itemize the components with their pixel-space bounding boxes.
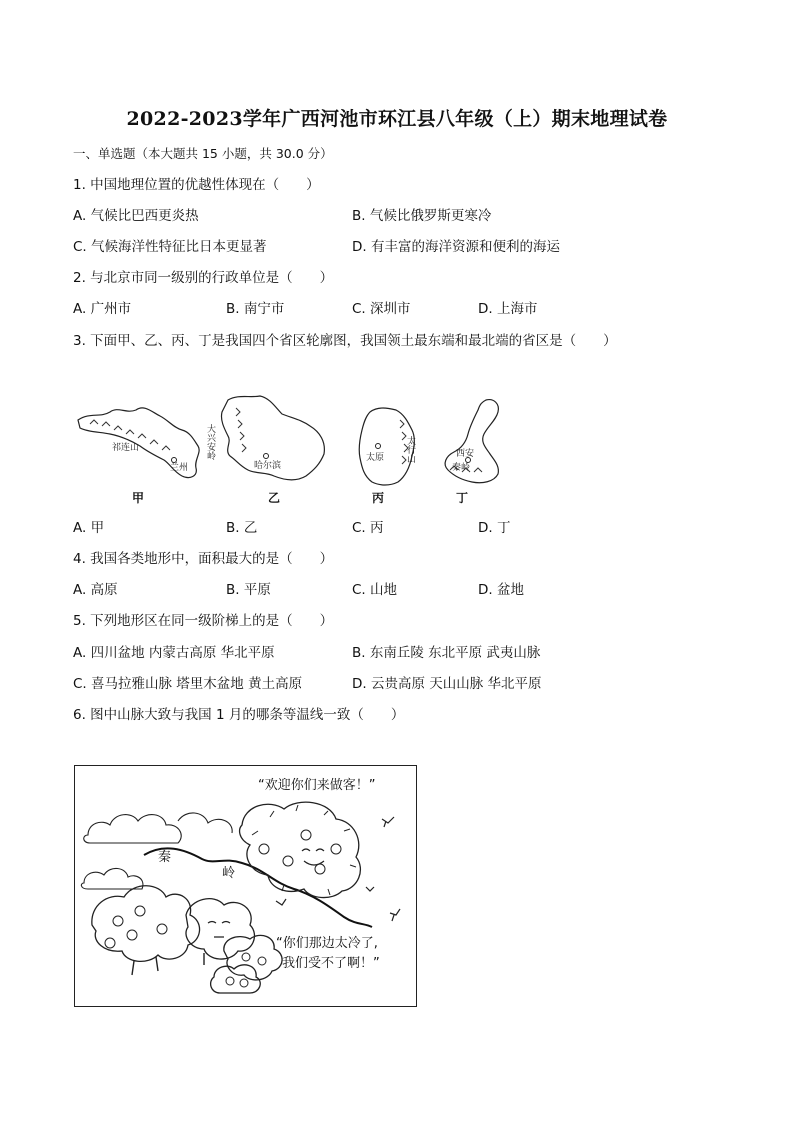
question-4-option-b[interactable]: B. 平原: [226, 582, 271, 598]
question-4-option-d[interactable]: D. 盆地: [478, 582, 524, 598]
question-2-option-b[interactable]: B. 南宁市: [226, 301, 285, 317]
question-1-option-d[interactable]: D. 有丰富的海洋资源和便利的海运: [352, 239, 560, 255]
ridge-label-ling: 岭: [222, 866, 236, 881]
question-1-option-c[interactable]: C. 气候海洋性特征比日本更显著: [73, 239, 267, 255]
question-1-stem: 1. 中国地理位置的优越性体现在（ ）: [73, 177, 320, 193]
question-3-stem: 3. 下面甲、乙、丙、丁是我国四个省区轮廓图，我国领土最东端和最北端的省区是（ ）: [73, 333, 617, 349]
question-3-option-a[interactable]: A. 甲: [73, 520, 105, 536]
province-label-ding: 丁: [456, 491, 469, 505]
question-5-option-b[interactable]: B. 东南丘陵 东北平原 武夷山脉: [352, 645, 541, 661]
qinling-cartoon-figure: [74, 765, 417, 1007]
question-5-option-a[interactable]: A. 四川盆地 内蒙古高原 华北平原: [73, 645, 275, 661]
section-heading: 一、单选题（本大题共 15 小题，共 30.0 分）: [73, 146, 333, 161]
province-label-yi: 乙: [268, 491, 281, 505]
question-4-stem: 4. 我国各类地形中，面积最大的是（ ）: [73, 551, 334, 567]
question-4-option-c[interactable]: C. 山地: [352, 582, 398, 598]
place-lanzhou: 兰州: [170, 463, 189, 473]
question-4-option-a[interactable]: A. 高原: [73, 582, 118, 598]
exam-title: 2022-2023学年广西河池市环江县八年级（上）期末地理试卷: [126, 108, 668, 130]
question-5-option-d[interactable]: D. 云贵高原 天山山脉 华北平原: [352, 676, 542, 692]
place-xian: 西安: [456, 449, 475, 459]
question-3-option-c[interactable]: C. 丙: [352, 520, 384, 536]
place-taiyuan: 太原: [366, 453, 385, 463]
question-3-option-b[interactable]: B. 乙: [226, 520, 258, 536]
province-outline-figure: [70, 390, 510, 510]
question-2-stem: 2. 与北京市同一级别的行政单位是（ ）: [73, 270, 334, 286]
place-qinling: 秦岭: [452, 463, 471, 473]
speech-north: “欢迎你们来做客！”: [258, 778, 376, 793]
question-5-stem: 5. 下列地形区在同一级阶梯上的是（ ）: [73, 613, 334, 629]
question-2-option-a[interactable]: A. 广州市: [73, 301, 132, 317]
place-haerbin: 哈尔滨: [254, 461, 282, 471]
question-1-option-a[interactable]: A. 气候比巴西更炎热: [73, 208, 199, 224]
question-1-option-b[interactable]: B. 气候比俄罗斯更寒冷: [352, 208, 492, 224]
province-label-bing: 丙: [372, 491, 385, 505]
province-label-jia: 甲: [132, 491, 145, 505]
question-5-option-c[interactable]: C. 喜马拉雅山脉 塔里木盆地 黄土高原: [73, 676, 303, 692]
question-2-option-d[interactable]: D. 上海市: [478, 301, 538, 317]
speech-south-line-2: 我们受不了啊！”: [282, 956, 380, 971]
place-daxinganling: 大兴安岭: [205, 424, 215, 460]
question-3-option-d[interactable]: D. 丁: [478, 520, 511, 536]
speech-south-line-1: “你们那边太冷了,: [276, 936, 378, 951]
ridge-label-qin: 秦: [158, 850, 172, 865]
place-taihangshan: 太行山: [405, 436, 415, 463]
question-6-stem: 6. 图中山脉大致与我国 1 月的哪条等温线一致（ ）: [73, 707, 405, 723]
place-qilianshan: 祁连山: [112, 443, 140, 453]
question-2-option-c[interactable]: C. 深圳市: [352, 301, 411, 317]
